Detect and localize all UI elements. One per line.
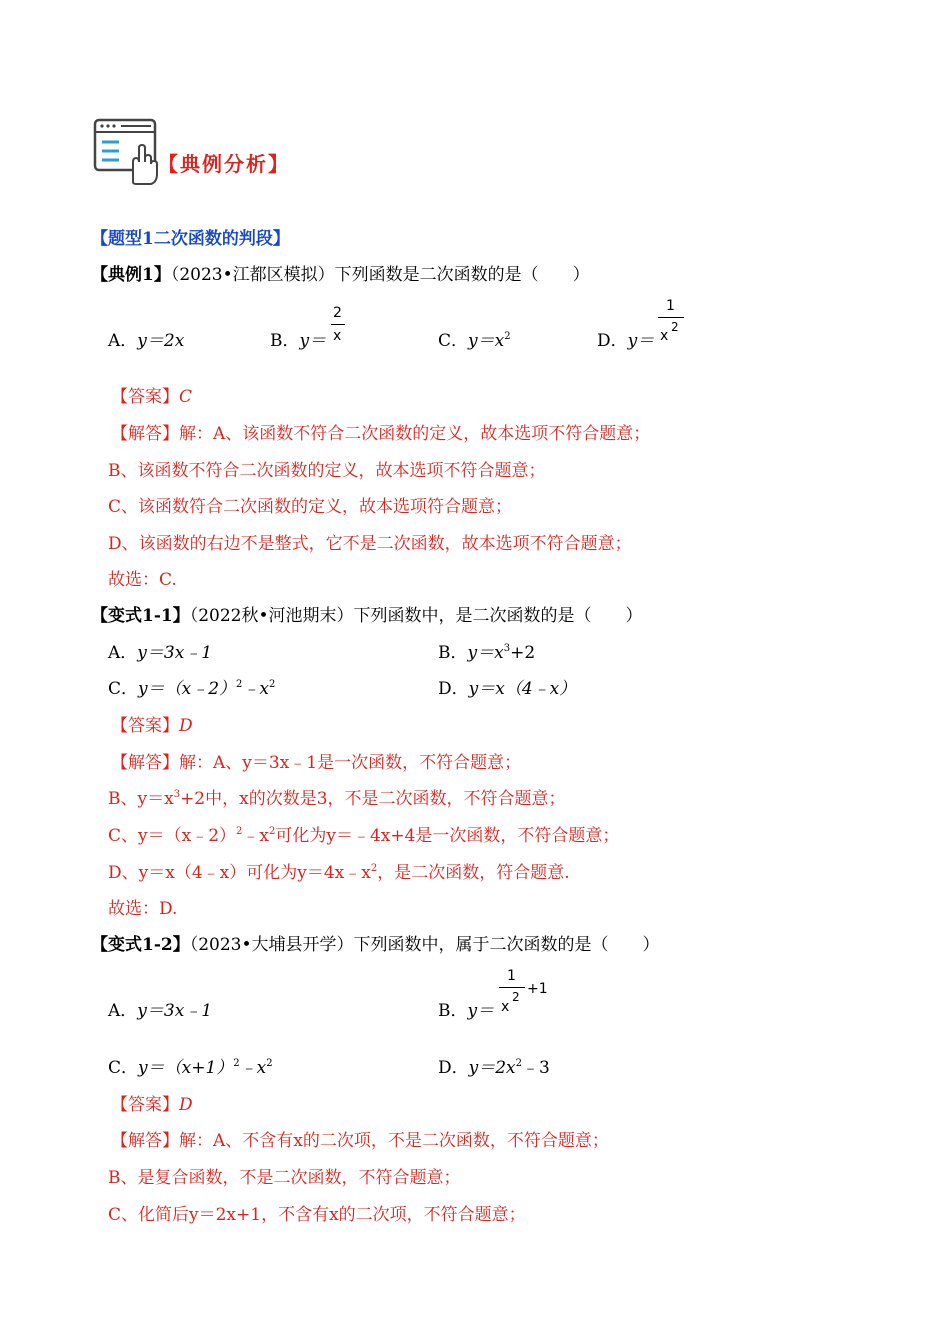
ex1-solution-line5: 故选：C. [108,570,177,590]
v1-option-a [108,642,212,664]
v2-b-numerator: 1 [507,968,516,984]
v1-solution-line3 [108,825,619,847]
ex1-b-denominator: x [333,328,342,344]
variant2-question: 下列函数中，属于二次函数的是（ ） [353,935,660,955]
ex1-answer-label: 【答案】 [111,387,179,407]
v1-option-b-sup: 3 [503,643,511,654]
v1-sol3-sup: 2 [236,826,243,837]
v1-solution-line1 [111,752,521,774]
v2-answer [111,1094,193,1116]
v2-b-denominator: x [501,999,510,1015]
v2-option-b [438,1000,494,1022]
ex1-option-d-prefix: y＝ [627,331,655,351]
ex1-b-fraction-bar [331,324,345,325]
v1-sol4-sup: 2 [370,863,378,874]
v1-option-c-expr: y＝（x﹣2） [138,679,237,699]
ex1-d-denominator: x [660,328,669,344]
v2-solution-line3: C、化简后y＝2x+1，不含有x的二次项，不符合题意； [108,1205,526,1225]
example1-question: 下列函数是二次函数的是（ ） [334,265,590,285]
variant2-source: （2023•大埔县开学） [189,935,354,955]
v2-option-d-expr: y＝2x [468,1058,516,1078]
v2-b-fraction-bar [499,987,525,988]
ex1-option-b-label: B． [270,331,300,351]
example1-source: （2023•江都区模拟） [170,265,335,285]
v1-option-b [438,642,535,664]
v2-option-c-sup: 2 [233,1058,240,1069]
v1-option-c-tail: ﹣x [242,679,269,699]
v1-solution-line5: 故选：D. [108,899,178,919]
v1-option-c-label: C． [108,679,139,699]
v1-sol4-b: ，是二次函数，符合题意. [377,863,570,883]
v2-b-den-sup: 2 [512,990,520,1004]
ex1-option-c-expr: y＝x [468,331,505,351]
variant1-question: 下列函数中，是二次函数的是（ ） [353,606,643,626]
example1-heading [91,264,590,286]
v2-option-c-label: C． [108,1058,139,1078]
v2-option-d-sup: 2 [515,1058,523,1069]
ex1-option-d-label: D． [597,331,628,351]
ex1-d-fraction-bar [658,317,684,318]
v2-solution-label: 【解答】 [111,1131,179,1151]
variant1-source: （2022秋•河池期末） [189,606,354,626]
v2-option-a-label: A． [108,1001,138,1021]
v2-option-c-tail: ﹣x [239,1058,267,1078]
ex1-d-den-sup: 2 [671,320,679,334]
section-title: 【题型1二次函数的判段】 [91,229,290,249]
v1-sol4-a: D、y＝x（4﹣x）可化为y＝4x﹣x [108,863,371,883]
v2-option-b-label: B． [438,1001,468,1021]
ex1-option-a-expr: y＝2x [137,331,185,351]
ex1-option-a [108,330,184,352]
v2-option-c-expr: y＝（x+1） [138,1058,234,1078]
ex1-solution-line1 [111,423,650,445]
v1-option-d [438,678,576,700]
v1-option-d-expr: y＝x（4﹣x） [468,679,577,699]
v1-sol3-c: 可化为y＝﹣4x+4是一次函数，不符合题意； [275,826,620,846]
v1-option-c [108,678,275,700]
v1-solution-label: 【解答】 [111,753,179,773]
variant1-heading [91,605,643,627]
v1-sol3-sup2: 2 [268,826,276,837]
v2-solution-line1 [111,1130,609,1152]
v1-solution-line4 [108,862,570,884]
v1-sol3-a: C、y＝（x﹣2） [108,826,237,846]
ex1-option-c [438,330,511,352]
ex1-solution-line4: D、该函数的右边不是整式，它不是二次函数，故本选项不符合题意； [108,534,632,554]
ex1-option-d [597,330,654,352]
ex1-option-c-sup: 2 [504,331,511,342]
v1-sol2-a: B、y＝x [108,789,174,809]
example1-label: 【典例1】 [91,265,171,285]
v2-option-d [438,1057,550,1079]
v2-answer-value: D [179,1095,193,1115]
variant2-heading [91,934,660,956]
ex1-solution-label: 【解答】 [111,424,179,444]
v1-option-b-tail: +2 [510,643,536,663]
ex1-answer [111,386,192,408]
v2-option-a-expr: y＝3x﹣1 [137,1001,213,1021]
variant1-label: 【变式1-1】 [91,606,190,626]
v2-solution-text1: 解：A、不含有x的二次项，不是二次函数，不符合题意； [179,1131,609,1151]
header-title: 【典例分析】 [158,152,290,176]
v1-option-b-label: B． [438,643,468,663]
v1-sol2-sup: 3 [173,789,181,800]
v2-b-tail: +1 [527,981,548,997]
ex1-answer-value: C [179,387,193,407]
v1-sol2-b: +2中，x的次数是3，不是二次函数，不符合题意； [180,789,566,809]
ex1-solution-text1: 解：A、该函数不符合二次函数的定义，故本选项不符合题意； [179,424,651,444]
v2-answer-label: 【答案】 [111,1095,179,1115]
v2-option-a [108,1000,212,1022]
ex1-solution-line3: C、该函数符合二次函数的定义，故本选项符合题意； [108,497,513,517]
v1-solution-line2 [108,788,566,810]
variant2-label: 【变式1-2】 [91,935,190,955]
browser-hand-icon [93,118,159,186]
v1-option-a-label: A． [108,643,138,663]
v1-option-b-expr: y＝x [467,643,504,663]
v1-answer-value: D [179,716,193,736]
v2-option-d-tail: ﹣3 [522,1058,550,1078]
v1-option-a-expr: y＝3x﹣1 [137,643,213,663]
v2-option-d-label: D． [438,1058,469,1078]
ex1-b-numerator: 2 [333,305,342,321]
v2-option-c-sup2: 2 [266,1058,273,1069]
v2-solution-line2: B、是复合函数，不是二次函数，不符合题意； [108,1168,461,1188]
v1-sol3-b: ﹣x [242,826,269,846]
v1-option-d-label: D． [438,679,469,699]
v1-option-c-sup: 2 [236,679,243,690]
v1-solution-text1: 解：A、y＝3x﹣1是一次函数，不符合题意； [179,753,522,773]
v2-option-c [108,1057,273,1079]
v2-option-b-prefix: y＝ [467,1001,495,1021]
v1-answer-label: 【答案】 [111,716,179,736]
ex1-option-c-label: C． [438,331,469,351]
ex1-option-a-label: A． [108,331,138,351]
v1-option-c-sup2: 2 [269,679,276,690]
ex1-option-b [270,330,326,352]
ex1-d-numerator: 1 [666,298,675,314]
v1-answer [111,715,193,737]
ex1-solution-line2: B、该函数不符合二次函数的定义，故本选项不符合题意； [108,461,546,481]
ex1-option-b-prefix: y＝ [299,331,327,351]
